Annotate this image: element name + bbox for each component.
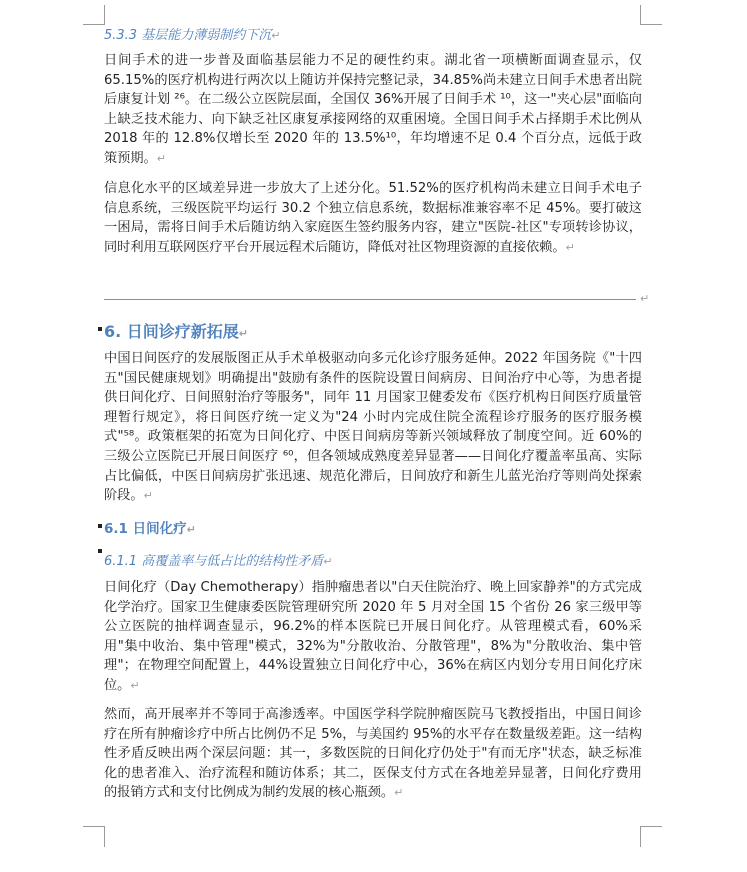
heading-6-1-1 <box>104 550 332 569</box>
heading-6-1 <box>104 517 196 537</box>
heading-6 <box>104 319 248 342</box>
heading-bullet <box>98 549 102 553</box>
paragraph-5 <box>104 705 642 803</box>
paragraph-2 <box>104 179 642 257</box>
heading-5-3-3 <box>104 24 280 43</box>
heading-bullet <box>98 327 102 331</box>
paragraph-text: 中国日间医疗的发展版图正从手术单极驱动向多元化诊疗服务延伸。2022 年国务院《"十四五"国民健康规划》明确提出"鼓励有条件的医院设置日间病房、日间治疗中心等，为患者提供日间化疗、日间照射治疗等服务"，同年 11 月国家卫健委发布《医疗机构日间医疗质量管理暂行规定》，将日间医疗统一定义为"24 小时内完成住院全流程诊疗服务的医疗服务模式"⁵⁸。政策框架的拓宽为日间化疗、中医日间病房等新兴领域释放了制度空间。近 60%的三级公立医院已开展日间医疗 ⁶⁰，但各领域成熟度差异显著——日间化疗覆盖率虽高、实际占比偏低，中医日间病房扩张迅速、规范化滞后，日间放疗和新生儿蓝光治疗等则尚处探索阶段。 <box>104 351 642 504</box>
paragraph-mark: ↵ <box>271 29 281 42</box>
crop-mark-top-left <box>83 5 105 25</box>
paragraph-3 <box>104 349 642 506</box>
section-divider <box>104 299 636 300</box>
crop-mark-bottom-left <box>83 826 105 847</box>
paragraph-text: 信息化水平的区域差异进一步放大了上述分化。51.52%的医疗机构尚未建立日间手术电子信息系统，三级医院平均运行 30.2 个独立信息系统，数据标准兼容率不足 45%。要打破这一困局，需将日间手术后随访纳入家庭医生签约服务内容，建立"医院-社区"专项转诊协议，同时利用互联网医疗平台开展远程术后随访，降低对社区物理资源的直接依赖。 <box>104 181 642 255</box>
heading-text: 6.1 日间化疗 <box>104 521 187 537</box>
paragraph-mark: ↵ <box>143 489 153 503</box>
paragraph-mark: ↵ <box>323 555 333 568</box>
paragraph-text: 日间手术的进一步普及面临基层能力不足的硬性约束。湖北省一项横断面调查显示，仅 65.15%的医疗机构进行两次以上随访并保持完整记录，34.85%尚未建立日间手术患者出院后康复计划 ²⁶。在二级公立医院层面，全国仅 36%开展了日间手术 ¹⁰，这一"夹心层"面临向上缺乏技术能力、向下缺乏社区康复承接网络的双重困境。全国日间手术占择期手术比例从 2018 年的 12.8%仅增长至 2020 年的 13.5%¹⁰，年均增速不足 0.4 个百分点，远低于政策预期。 <box>104 53 642 166</box>
paragraph-mark: ↵ <box>238 327 249 340</box>
heading-text: 5.3.3 基层能力薄弱制约下沉 <box>104 28 272 43</box>
paragraph-mark: ↵ <box>130 678 140 692</box>
paragraph-mark: ↵ <box>640 292 650 305</box>
paragraph-mark: ↵ <box>394 786 404 800</box>
paragraph-mark: ↵ <box>565 240 575 254</box>
heading-bullet <box>98 524 102 528</box>
crop-mark-bottom-right <box>640 826 662 847</box>
heading-text: 6. 日间诊疗新拓展 <box>104 322 239 341</box>
paragraph-mark: ↵ <box>156 151 166 165</box>
paragraph-1 <box>104 51 642 169</box>
paragraph-text: 然而，高开展率并不等同于高渗透率。中国医学科学院肿瘤医院马飞教授指出，中国日间诊疗在所有肿瘤诊疗中所占比例仍不足 5%，与美国约 95%的水平存在数量级差距。这一结构性矛盾反映出两个深层问题：其一，多数医院的日间化疗仍处于"有而无序"状态，缺乏标准化的患者准入、治疗流程和随访体系；其二，医保支付方式在各地差异显著，日间化疗费用的报销方式和支付比例成为制约发展的核心瓶颈。 <box>104 707 642 801</box>
heading-text: 6.1.1 高覆盖率与低占比的结构性矛盾 <box>104 554 324 569</box>
paragraph-mark: ↵ <box>186 523 196 536</box>
crop-mark-top-right <box>640 5 662 25</box>
paragraph-4 <box>104 578 642 696</box>
paragraph-text: 日间化疗（Day Chemotherapy）指肿瘤患者以"白天住院治疗、晚上回家静养"的方式完成化学治疗。国家卫生健康委医院管理研究所 2020 年 5 月对全国 15 个省份 26 家三级甲等公立医院的抽样调查显示，96.2%的样本医院已开展日间化疗。从管理模式看，60%采用"集中收治、集中管理"模式，32%为"分散收治、分散管理"，8%为"分散收治、集中管理"；在物理空间配置上，44%设置独立日间化疗中心，36%在病区内划分专用日间化疗床位。 <box>104 580 642 693</box>
